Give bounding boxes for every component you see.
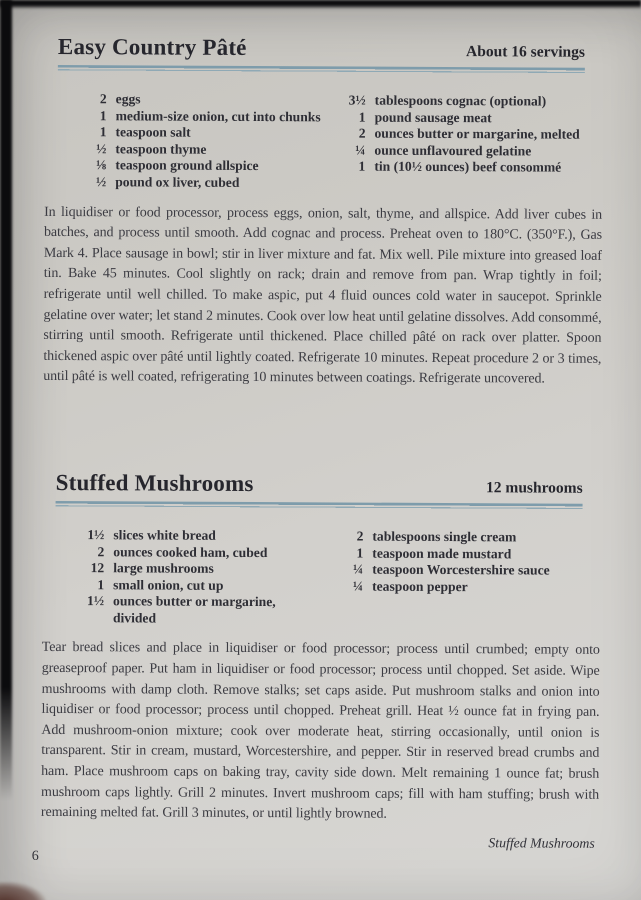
ingredient-row xyxy=(323,159,602,177)
ingredient-qty: 1 xyxy=(356,545,364,561)
recipe-stuffed-mushrooms xyxy=(41,470,601,827)
recipe-header xyxy=(58,34,585,63)
recipe-yield: About 16 servings xyxy=(466,43,585,61)
ingredient-qty: 12 xyxy=(90,560,105,576)
ingredient-text: teaspoon made mustard xyxy=(372,545,512,561)
ingredient-text: teaspoon pepper xyxy=(372,578,468,594)
photo-edge-top xyxy=(0,0,641,9)
ingredient-text: slices white bread xyxy=(113,527,216,543)
ingredient-row xyxy=(44,174,323,192)
ingredient-row xyxy=(321,561,600,579)
ingredients-list xyxy=(44,91,603,193)
ingredient-qty: ¼ xyxy=(355,142,366,158)
ingredient-qty: 1½ xyxy=(87,527,105,543)
ingredient-row xyxy=(42,593,321,628)
ingredient-text: tablespoons single cream xyxy=(372,528,517,545)
recipe-title: Stuffed Mushrooms xyxy=(55,469,254,496)
ingredient-row xyxy=(324,109,603,127)
ingredient-text: ounces butter or margarine, melted xyxy=(374,125,580,142)
ingredient-text: pound ox liver, cubed xyxy=(115,174,240,190)
ingredient-row xyxy=(324,92,603,110)
photo-corner-blob xyxy=(0,882,46,900)
ingredient-row xyxy=(321,528,600,546)
ingredient-qty: ¼ xyxy=(352,578,364,594)
ingredient-text: medium-size onion, cut into chunks xyxy=(115,107,321,124)
ingredient-qty: 1 xyxy=(358,109,366,125)
ingredients-column-left xyxy=(42,527,322,628)
ingredient-qty: ½ xyxy=(96,174,107,190)
recipe-method: Tear bread slices and place in liquidiser or food processor; process until crumbed; empty onto greaseproof paper. Put ham in liquidiser or food processor; process until chopped. Set aside. Wipe mushrooms with damp cloth. Remove stalks; set caps aside. Put mushroom stalks and onion into liquidiser or food processor; process until chopped. Preheat grill. Heat ½ ounce fat in frying pan. Add mushroom-onion mixture; cook over moderate heat, stirring occasionally, until onion is transparent. Stir in cream, mustard, Worcestershire, and pepper. Stir in reserved bread crumbs and ham. Place mushroom caps on baking tray, cavity side down. Melt remaining 1 ounce fat; brush mushroom caps lightly. Grill 2 minutes. Invert mushroom caps; fill with ham stuffing; brush with remaining melted fat. Grill 3 minutes, or until lightly browned. xyxy=(40,640,600,822)
ingredient-text: large mushrooms xyxy=(113,560,214,576)
ingredient-text: ounces cooked ham, cubed xyxy=(113,543,268,560)
ingredients-column-right xyxy=(323,92,603,193)
ingredient-qty: ¼ xyxy=(352,561,364,577)
ingredient-text: tablespoons cognac (optional) xyxy=(374,92,547,109)
ingredient-qty: 1 xyxy=(358,158,366,174)
photo-edge-left xyxy=(0,0,12,800)
ingredients-column-right xyxy=(321,528,601,629)
ingredient-qty: ⅛ xyxy=(96,157,107,173)
ingredient-row xyxy=(44,141,323,159)
recipe-easy-country-pate xyxy=(43,34,603,391)
ingredient-row xyxy=(323,126,602,144)
footer-running-title: Stuffed Mushrooms xyxy=(488,835,595,851)
ingredient-text: pound sausage meat xyxy=(374,109,492,125)
ingredient-qty: 3½ xyxy=(348,92,366,108)
ingredient-qty: 2 xyxy=(97,543,105,559)
ingredient-qty: 1 xyxy=(99,124,107,140)
ingredient-row xyxy=(44,157,323,175)
ingredient-text: ounces butter or margarine, divided xyxy=(112,593,276,626)
ingredient-text: small onion, cut up xyxy=(113,576,224,593)
recipe-title: Easy Country Pâté xyxy=(57,33,247,60)
heading-double-rule xyxy=(58,65,585,74)
ingredient-qty: 1½ xyxy=(87,593,105,609)
ingredient-qty: ½ xyxy=(96,140,107,157)
recipe-method: In liquidiser or food processor, process eggs, onion, salt, thyme, and allspice. Add liver cubes in batches, and process until smooth. Add cognac and process. Preheat oven to 180°C. (350°F.), Gas Mark 4. Place sausage in bowl; stir in liver mixture and fat. Mix well. Pile mixture into greased loaf tin. Bake 45 minutes. Cool slightly on rack; drain and remove from pan. Wrap tightly in foil; refrigerate until well chilled. To make aspic, put 4 fluid ounces cold water in saucepot. Sprinkle gelatine over water; let stand 2 minutes. Cook over low heat until gelatine dissolves. Add consommé, stirring until smooth. Refrigerate until thickened. Place chilled pâté on rack over platter. Spoon thickened aspic over pâté until lightly coated. Refrigerate 10 minutes. Repeat procedure 2 or 3 times, until pâté is well coated, refrigerating 10 minutes between coatings. Refrigerate uncovered. xyxy=(43,204,603,387)
ingredient-text: teaspoon Worcestershire sauce xyxy=(372,561,550,578)
ingredient-row xyxy=(321,545,600,563)
ingredient-row xyxy=(44,124,323,142)
ingredient-row xyxy=(42,543,321,561)
ingredient-row xyxy=(42,577,321,595)
ingredient-qty: 2 xyxy=(356,528,364,544)
ingredient-row xyxy=(321,578,600,596)
recipe-yield: 12 mushrooms xyxy=(486,479,583,497)
ingredient-row xyxy=(45,108,324,126)
recipe-header xyxy=(56,470,583,499)
ingredient-text: ounce unflavoured gelatine xyxy=(374,142,532,159)
ingredient-row xyxy=(42,527,321,545)
ingredient-text: teaspoon ground allspice xyxy=(115,157,259,174)
ingredient-row xyxy=(42,560,321,578)
ingredient-qty: 2 xyxy=(358,125,366,141)
ingredients-column-left xyxy=(44,91,324,192)
heading-double-rule xyxy=(56,501,583,510)
ingredient-text: eggs xyxy=(115,91,141,107)
ingredient-qty: 1 xyxy=(99,107,107,123)
ingredient-qty: 1 xyxy=(97,576,105,592)
footer-page-number: 6 xyxy=(31,848,39,864)
ingredient-text: teaspoon salt xyxy=(115,124,191,140)
ingredient-text: teaspoon thyme xyxy=(115,141,207,157)
ingredient-row xyxy=(323,142,602,160)
ingredient-text: tin (10½ ounces) beef consommé xyxy=(374,159,562,176)
ingredients-list xyxy=(42,527,601,629)
ingredient-row xyxy=(45,91,324,109)
ingredient-qty: 2 xyxy=(99,91,107,107)
